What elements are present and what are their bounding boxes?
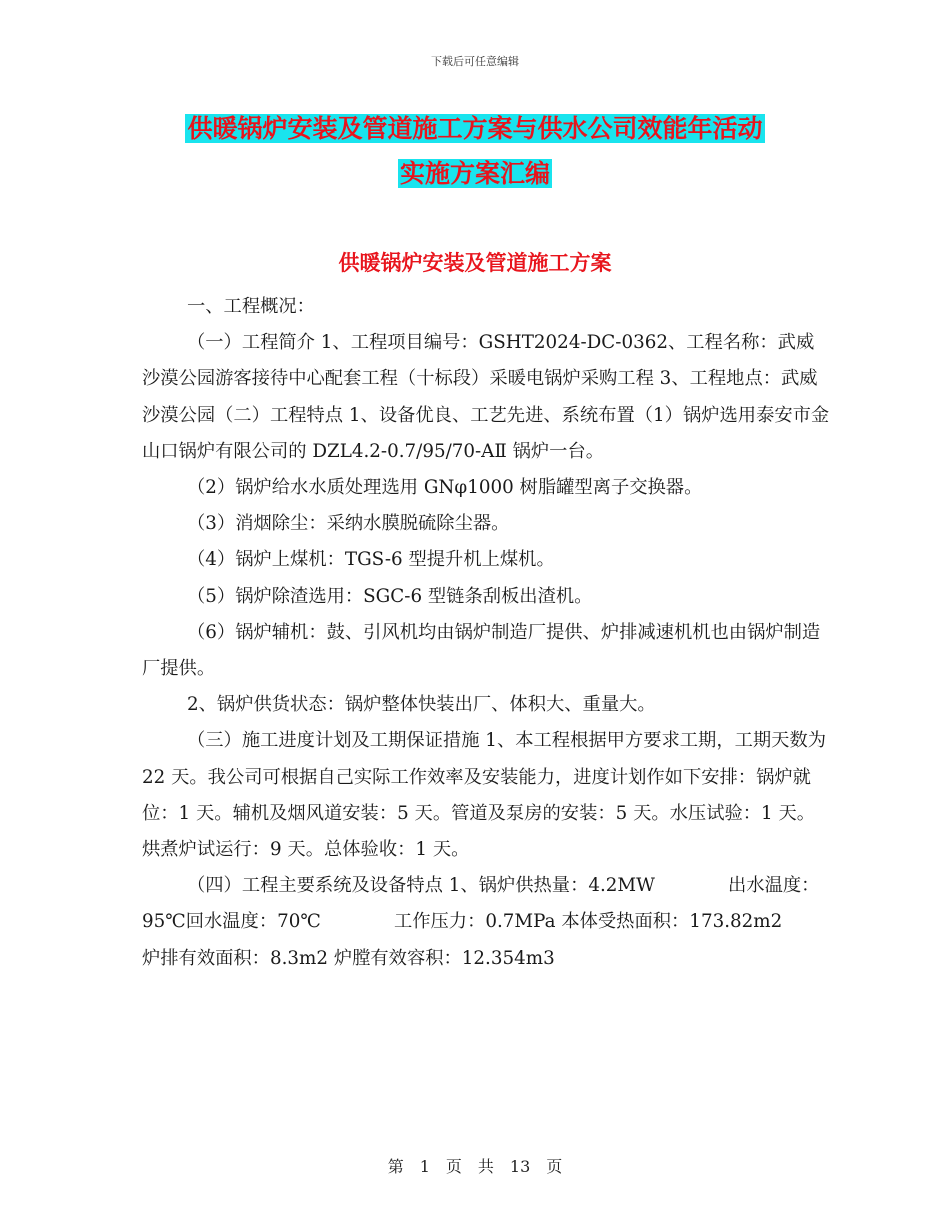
paragraph-coal-feeder: （4）锅炉上煤机：TGS-6 型提升机上煤机。	[187, 549, 555, 571]
paragraph-water-treatment: （2）锅炉给水水质处理选用 GNφ1000 树脂罐型离子交换器。	[187, 477, 703, 499]
document-title-line-1: 供暖锅炉安装及管道施工方案与供水公司效能年活动	[187, 114, 763, 143]
paragraph-project-intro: （一）工程简介 1、工程项目编号：GSHT2024-DC-0362、工程名称：武威沙漠公园游客接待中心配套工程（十标段）采暖电锅炉采购工程 3、工程地点：武威沙漠公园（二）工程特点 1、设备优良、工艺先进、系统布置（1）锅炉选用泰安市金山口锅炉有限公司的 DZL4.2-0.7/95/70-AⅡ 锅炉一台。	[142, 332, 830, 462]
paragraph-overview-heading: 一、工程概况：	[187, 296, 315, 317]
document-title-line-2: 实施方案汇编	[399, 159, 550, 188]
paragraph-slag-removal: （5）锅炉除渣选用：SGC-6 型链条刮板出渣机。	[187, 585, 593, 607]
paragraph-supply-state: 2、锅炉供货状态：锅炉整体快装出厂、体积大、重量大。	[187, 694, 656, 716]
paragraph-schedule: （三）施工进度计划及工期保证措施 1、本工程根据甲方要求工期，工期天数为 22 天。我公司可根据自己实际工作效率及安装能力，进度计划作如下安排：锅炉就位：1 天。辅机及烟风道安装：5 天。管道及泵房的安装：5 天。水压试验：1 天。 烘煮炉试运行：9 天。总体验收：1 天。	[142, 730, 827, 861]
paragraph-auxiliary: （6）锅炉辅机：鼓、引风机均由锅炉制造厂提供、炉排减速机机也由锅炉制造厂提供。	[142, 621, 821, 680]
section-title: 供暖锅炉安装及管道施工方案	[338, 250, 612, 275]
page-footer: 第 1 页 共 13 页	[387, 1157, 563, 1176]
paragraph-specs: （四）工程主要系统及设备特点 1、锅炉供热量：4.2MW 出水温度：95℃回水温度：70℃ 工作压力：0.7MPa 本体受热面积：173.82m2 炉排有效面积：8.3m2 炉膛有效容积：12.354m3	[142, 875, 820, 969]
header-note: 下载后可任意编辑	[431, 55, 519, 68]
body-text	[142, 289, 832, 977]
paragraph-dust-removal: （3）消烟除尘：采纳水膜脱硫除尘器。	[187, 513, 510, 535]
